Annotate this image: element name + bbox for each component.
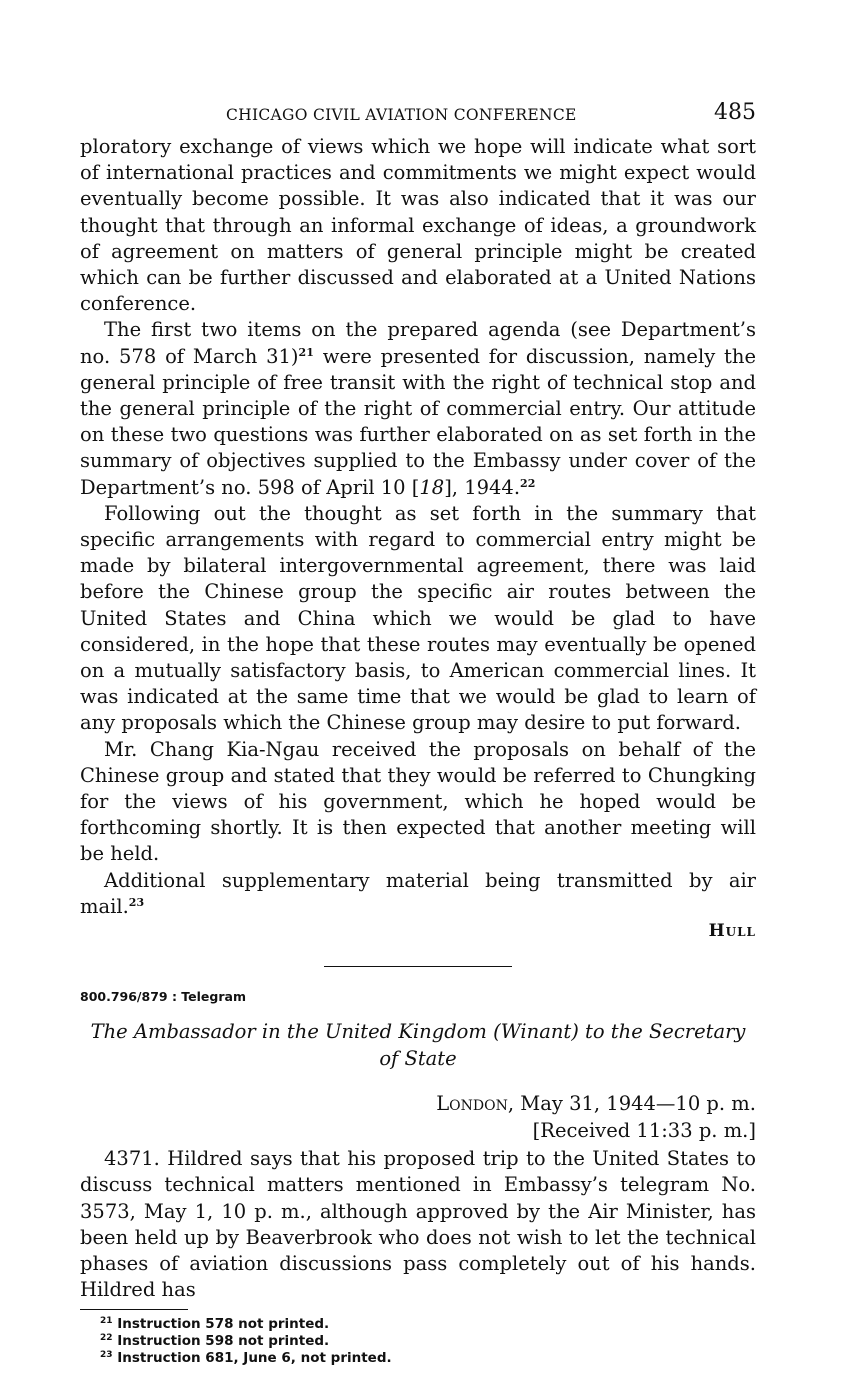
page-header bbox=[80, 98, 756, 134]
footnote-ref: 21 bbox=[298, 345, 314, 359]
document-page bbox=[80, 98, 756, 1367]
document-reference: 800.796/879 : Telegram bbox=[80, 989, 246, 1005]
received-line: [Received 11:33 p. m.] bbox=[532, 1119, 756, 1143]
telegram-body bbox=[80, 1146, 756, 1303]
footnote: $^{21}$ Instruction 578 not printed. bbox=[100, 1316, 330, 1333]
paragraph: Additional supplementary material being transmitted by air mail.$^{23}$ bbox=[80, 868, 756, 918]
paragraph: The first two items on the prepared agenda (see Department’s no. 578 of March 31)$^{21}$ were presented for discussion, namely the general principle of free transit with the right of technical stop and the general principle of the right of commercial entry. Our attitude on these two questions was further elaborated on as set forth in the summary of objectives supplied to the Embassy under cover of the Department’s no. 598 of April 10 [18], 1944.22 bbox=[80, 318, 756, 499]
footnotes bbox=[100, 1316, 756, 1367]
paragraph: 4371. Hildred says that his proposed trip to the United States to discuss technical matters mentioned in Embassy’s telegram No. 3573, May 1, 10 p. m., although approved by the Air Minister, has been held up by Beaverbrook who does not wish to let the technical phases of aviation discussions pass completely out of his hands. Hildred has bbox=[80, 1147, 756, 1302]
signature: Hull bbox=[708, 921, 756, 942]
footnote: $^{22}$ Instruction 598 not printed. bbox=[100, 1333, 330, 1350]
document-title: The Ambassador in the United Kingdom (Winant) to the Secretary of State bbox=[90, 1020, 746, 1071]
running-title: CHICAGO CIVIL AVIATION CONFERENCE bbox=[226, 106, 577, 124]
paragraph: ploratory exchange of views which we hope will indicate what sort of international practices and commitments we might expect would eventually become possible. It was also indicated that it was our thought that through an informal exchange of ideas, a groundwork of agreement on matters of general principle might be created which can be further discussed and elaborated at a United Nations conference. bbox=[80, 135, 756, 316]
footnote-ref: 22 bbox=[520, 476, 536, 490]
footnote-divider bbox=[80, 1309, 188, 1310]
letter-body bbox=[80, 134, 756, 920]
dateline: London, May 31, 1944—10 p. m. bbox=[436, 1092, 756, 1116]
footnote: $^{23}$ Instruction 681, June 6, not printed. bbox=[100, 1350, 392, 1367]
paragraph: Mr. Chang Kia-Ngau received the proposals on behalf of the Chinese group and stated that they would be referred to Chungking for the views of his government, which he hoped would be forthcoming shortly. It is then expected that another meeting will be held. bbox=[80, 737, 756, 866]
section-divider bbox=[324, 966, 512, 967]
footnote-ref: 23 bbox=[128, 895, 145, 909]
paragraph: Following out the thought as set forth in the summary that specific arrangements with regard to commercial entry might be made by bilateral intergovernmental agreement, there was laid before the Chinese group the specific air routes between the United States and China which we would be glad to have considered, in the hope that these routes may eventually be opened on a mutually satisfactory basis, to American commercial lines. It was indicated at the same time that we would be glad to learn of any proposals which the Chinese group may desire to put forward. bbox=[80, 501, 756, 735]
page-number: 485 bbox=[714, 100, 756, 125]
